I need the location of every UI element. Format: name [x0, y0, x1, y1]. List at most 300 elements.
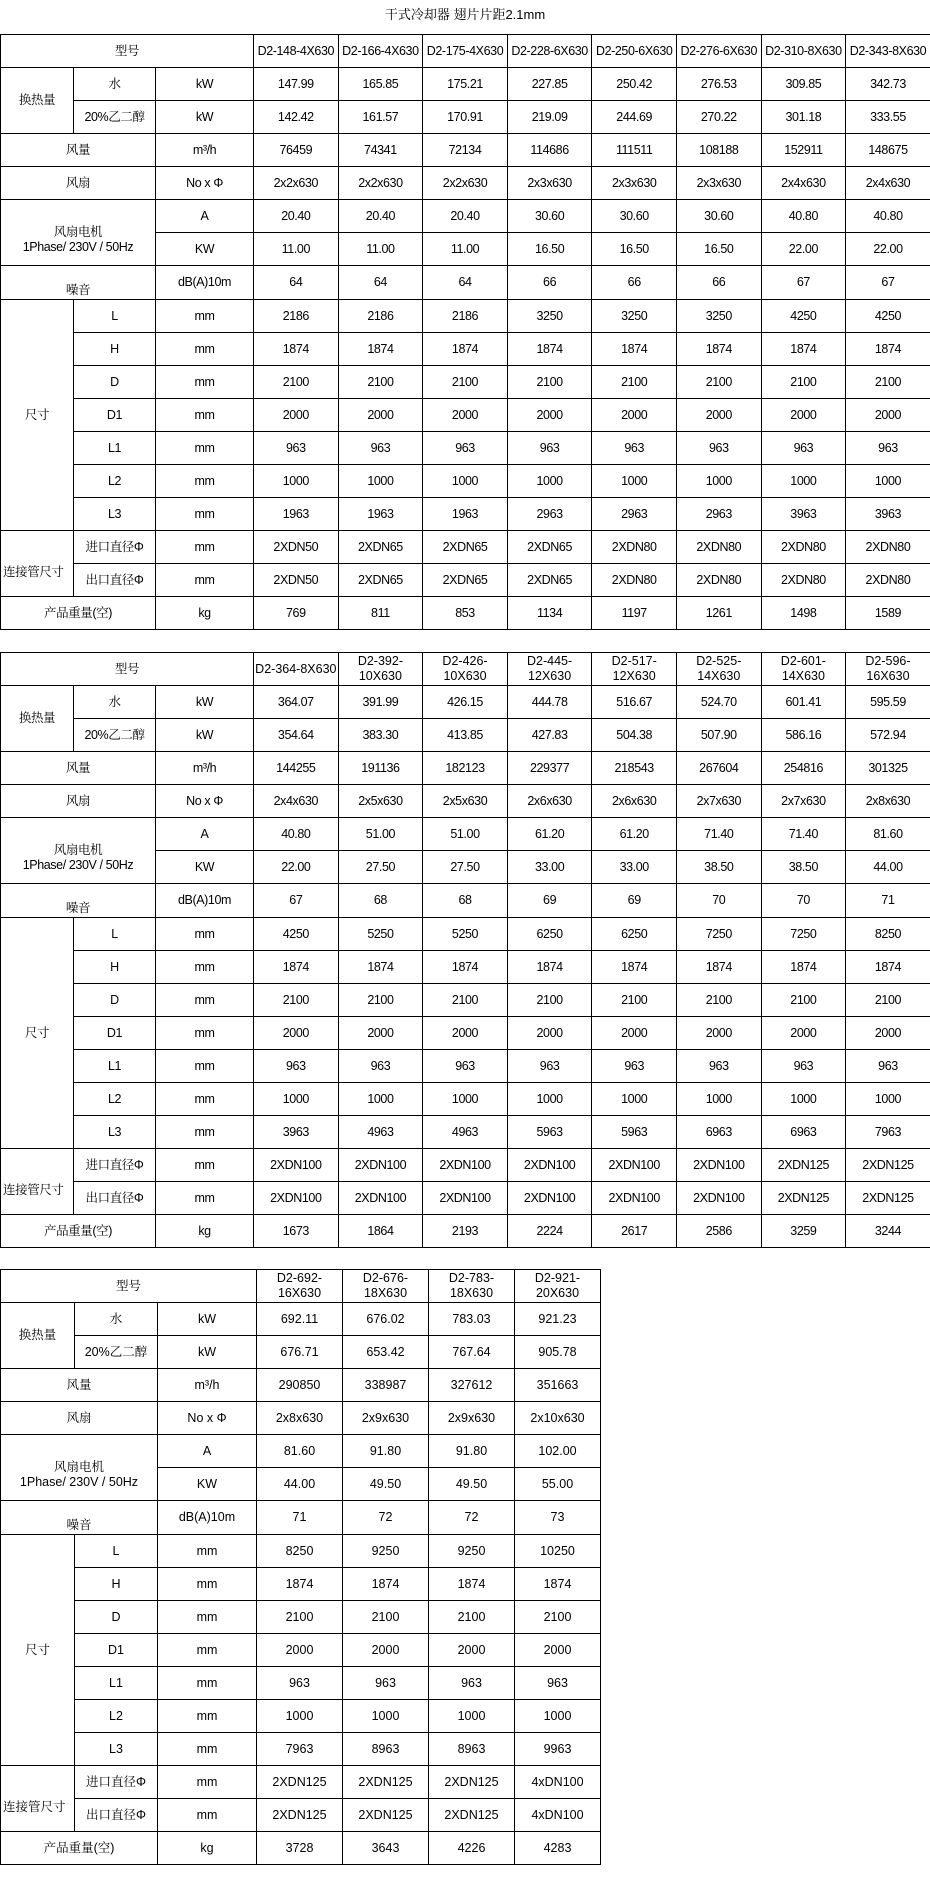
amps-value: 81.60: [846, 818, 930, 851]
dimension-value: 9250: [343, 1535, 429, 1568]
unit-label: mm: [156, 300, 254, 333]
pipe-label: 连接管尺寸: [1, 1766, 75, 1832]
dimension-value: 2000: [507, 399, 592, 432]
dimension-value: 1000: [846, 465, 930, 498]
noise-value: 66: [592, 266, 677, 300]
header-row: [1, 653, 930, 686]
airflow-value: 229377: [507, 752, 592, 785]
unit-label: dB(A)10m: [158, 1501, 257, 1535]
inlet-value: 2XDN100: [338, 1149, 423, 1182]
power-value: 49.50: [343, 1468, 429, 1501]
dimension-value: 1874: [338, 333, 423, 366]
amps-value: 81.60: [257, 1435, 343, 1468]
pipe-label: 连接管尺寸: [1, 531, 74, 597]
weight-value: 1134: [507, 597, 592, 630]
dimension-value: 2100: [423, 984, 508, 1017]
outlet-value: 2XDN100: [592, 1182, 677, 1215]
outlet-label: 出口直径Φ: [74, 564, 156, 597]
dimension-value: 6250: [507, 918, 592, 951]
dimension-value: 1874: [343, 1568, 429, 1601]
airflow-value: 191136: [338, 752, 423, 785]
glycol-value: 507.90: [677, 719, 762, 752]
dimension-value: 963: [507, 432, 592, 465]
noise-value: 64: [338, 266, 423, 300]
motor-label: [1, 818, 156, 884]
dimension-value: 963: [846, 1050, 930, 1083]
dimension-value: 963: [761, 1050, 846, 1083]
weight-value: 1864: [338, 1215, 423, 1248]
unit-label: mm: [158, 1535, 257, 1568]
inlet-value: 2XDN100: [507, 1149, 592, 1182]
glycol-value: 142.42: [254, 101, 339, 134]
water-value: 444.78: [507, 686, 592, 719]
outlet-value: 4xDN100: [515, 1799, 601, 1832]
dimension-label: L1: [74, 1050, 156, 1083]
motor-label-line1: 风扇电机: [53, 842, 103, 857]
amps-value: 91.80: [343, 1435, 429, 1468]
dimension-value: 1000: [338, 1083, 423, 1116]
airflow-value: 351663: [515, 1369, 601, 1402]
heat-exchange-label: 换热量: [1, 68, 74, 134]
inlet-value: 2XDN125: [429, 1766, 515, 1799]
inlet-value: 2XDN125: [257, 1766, 343, 1799]
noise-value: 70: [677, 884, 762, 918]
dimension-value: 3250: [507, 300, 592, 333]
outlet-value: 2XDN100: [677, 1182, 762, 1215]
fan-value: 2x3x630: [592, 167, 677, 200]
dimension-row: [1, 1733, 601, 1766]
airflow-value: 72134: [423, 134, 508, 167]
dimension-row: [1, 1568, 601, 1601]
dimension-value: 2186: [423, 300, 508, 333]
unit-label: mm: [156, 1050, 254, 1083]
power-value: 27.50: [423, 851, 508, 884]
dimension-value: 7963: [257, 1733, 343, 1766]
airflow-label: 风量: [1, 1369, 158, 1402]
dimension-value: 1000: [677, 465, 762, 498]
dimension-value: 10250: [515, 1535, 601, 1568]
dimension-value: 963: [338, 432, 423, 465]
unit-label: kW: [156, 686, 254, 719]
amps-value: 51.00: [423, 818, 508, 851]
noise-value: 66: [677, 266, 762, 300]
water-value: 921.23: [515, 1303, 601, 1336]
unit-label: mm: [156, 918, 254, 951]
dimension-value: 2000: [423, 399, 508, 432]
dimension-row: [1, 432, 930, 465]
water-value: 309.85: [761, 68, 846, 101]
airflow-value: 182123: [423, 752, 508, 785]
weight-row: [1, 1832, 601, 1865]
airflow-value: 114686: [507, 134, 592, 167]
amps-value: 30.60: [677, 200, 762, 233]
glycol-value: 301.18: [761, 101, 846, 134]
glycol-value: 161.57: [338, 101, 423, 134]
dimension-row: [1, 300, 930, 333]
dimension-row: [1, 333, 930, 366]
unit-label: mm: [156, 1017, 254, 1050]
noise-value: 68: [423, 884, 508, 918]
fan-row: [1, 167, 930, 200]
weight-label: 产品重量(空): [1, 1215, 156, 1248]
inlet-label: 进口直径Φ: [74, 531, 156, 564]
dimension-label: L2: [74, 1083, 156, 1116]
motor-label-line2: 1Phase/ 230V / 50Hz: [22, 239, 134, 254]
model-label: 型号: [1, 653, 254, 686]
dimension-value: 2100: [677, 984, 762, 1017]
amps-value: 71.40: [761, 818, 846, 851]
dimension-value: 1874: [507, 951, 592, 984]
weight-value: 853: [423, 597, 508, 630]
dimension-row: [1, 1667, 601, 1700]
inlet-value: 2XDN100: [423, 1149, 508, 1182]
water-value: 516.67: [592, 686, 677, 719]
size-label: 尺寸: [1, 918, 74, 1149]
dimension-value: 2100: [254, 366, 339, 399]
glycol-row: [1, 101, 930, 134]
weight-value: 4226: [429, 1832, 515, 1865]
airflow-row: [1, 134, 930, 167]
inlet-label: 进口直径Φ: [74, 1149, 156, 1182]
dimension-value: 2100: [338, 984, 423, 1017]
model-name: D2-601-14X630: [761, 653, 846, 686]
power-value: 33.00: [592, 851, 677, 884]
spec-table-3: [0, 1269, 601, 1865]
water-value: 165.85: [338, 68, 423, 101]
model-name: D2-228-6X630: [507, 35, 592, 68]
amps-value: 91.80: [429, 1435, 515, 1468]
dimension-value: 963: [515, 1667, 601, 1700]
noise-value: 64: [423, 266, 508, 300]
unit-label: mm: [156, 333, 254, 366]
water-value: 250.42: [592, 68, 677, 101]
unit-label: mm: [158, 1766, 257, 1799]
inlet-value: 2XDN50: [254, 531, 339, 564]
dimension-value: 8250: [257, 1535, 343, 1568]
weight-label: 产品重量(空): [1, 1832, 158, 1865]
dimension-value: 2000: [846, 399, 930, 432]
outlet-value: 2XDN65: [423, 564, 508, 597]
noise-value: 72: [429, 1501, 515, 1535]
header-row: [1, 1270, 601, 1303]
outlet-value: 2XDN100: [423, 1182, 508, 1215]
dimension-value: 5250: [338, 918, 423, 951]
weight-value: 2617: [592, 1215, 677, 1248]
dimension-value: 1874: [423, 333, 508, 366]
inlet-value: 2XDN125: [343, 1766, 429, 1799]
dimension-value: 1000: [429, 1700, 515, 1733]
fan-value: 2x9x630: [429, 1402, 515, 1435]
inlet-row: [1, 531, 930, 564]
model-label: 型号: [1, 35, 254, 68]
inlet-value: 2XDN65: [507, 531, 592, 564]
unit-label: kW: [158, 1303, 257, 1336]
unit-label: mm: [158, 1667, 257, 1700]
dimension-value: 1000: [515, 1700, 601, 1733]
outlet-row: [1, 1799, 601, 1832]
power-value: 22.00: [761, 233, 846, 266]
noise-label: 噪音: [1, 884, 156, 918]
dimension-value: 2000: [761, 399, 846, 432]
water-value: 276.53: [677, 68, 762, 101]
airflow-value: 76459: [254, 134, 339, 167]
water-label: 水: [75, 1303, 158, 1336]
amps-value: 61.20: [592, 818, 677, 851]
weight-value: 2224: [507, 1215, 592, 1248]
airflow-value: 267604: [677, 752, 762, 785]
fan-value: 2x4x630: [846, 167, 930, 200]
motor-amps-row: [1, 818, 930, 851]
water-row: [1, 686, 930, 719]
dimension-value: 1963: [338, 498, 423, 531]
glycol-value: 676.71: [257, 1336, 343, 1369]
weight-value: 1498: [761, 597, 846, 630]
dimension-value: 2000: [761, 1017, 846, 1050]
weight-value: 2586: [677, 1215, 762, 1248]
glycol-value: 354.64: [254, 719, 339, 752]
dimension-row: [1, 465, 930, 498]
glycol-value: 244.69: [592, 101, 677, 134]
unit-label: KW: [158, 1468, 257, 1501]
dimension-value: 2100: [507, 984, 592, 1017]
fan-label: 风扇: [1, 785, 156, 818]
model-name: D2-250-6X630: [592, 35, 677, 68]
glycol-value: 572.94: [846, 719, 930, 752]
water-row: [1, 68, 930, 101]
unit-label: mm: [156, 399, 254, 432]
inlet-value: 2XDN80: [592, 531, 677, 564]
noise-value: 67: [846, 266, 930, 300]
dimension-value: 2100: [592, 366, 677, 399]
dimension-value: 2100: [257, 1601, 343, 1634]
dimension-value: 3963: [254, 1116, 339, 1149]
dimension-row: [1, 984, 930, 1017]
motor-amps-row: [1, 1435, 601, 1468]
dimension-value: 4250: [761, 300, 846, 333]
noise-value: 68: [338, 884, 423, 918]
power-value: 11.00: [338, 233, 423, 266]
glycol-value: 504.38: [592, 719, 677, 752]
airflow-value: 254816: [761, 752, 846, 785]
weight-value: 3728: [257, 1832, 343, 1865]
fan-label: 风扇: [1, 1402, 158, 1435]
inlet-value: 4xDN100: [515, 1766, 601, 1799]
water-value: 692.11: [257, 1303, 343, 1336]
dimension-value: 8963: [429, 1733, 515, 1766]
dimension-value: 963: [429, 1667, 515, 1700]
inlet-value: 2XDN125: [761, 1149, 846, 1182]
fan-value: 2x8x630: [257, 1402, 343, 1435]
dimension-value: 963: [254, 1050, 339, 1083]
inlet-value: 2XDN125: [846, 1149, 930, 1182]
dimension-label: H: [75, 1568, 158, 1601]
page-title: 干式冷却器 翅片片距2.1mm: [384, 7, 546, 22]
dimension-value: 2000: [254, 1017, 339, 1050]
dimension-value: 963: [423, 1050, 508, 1083]
water-value: 426.15: [423, 686, 508, 719]
glycol-value: 427.83: [507, 719, 592, 752]
water-value: 342.73: [846, 68, 930, 101]
dimension-value: 2000: [254, 399, 339, 432]
inlet-value: 2XDN100: [677, 1149, 762, 1182]
outlet-value: 2XDN125: [257, 1799, 343, 1832]
water-value: 676.02: [343, 1303, 429, 1336]
airflow-value: 111511: [592, 134, 677, 167]
noise-label: 噪音: [1, 266, 156, 300]
outlet-value: 2XDN80: [677, 564, 762, 597]
dimension-value: 7250: [677, 918, 762, 951]
dimension-value: 4963: [423, 1116, 508, 1149]
dimension-label: L2: [75, 1700, 158, 1733]
dimension-label: L2: [74, 465, 156, 498]
noise-value: 67: [254, 884, 339, 918]
unit-label: mm: [156, 465, 254, 498]
dimension-value: 1000: [507, 465, 592, 498]
power-value: 22.00: [254, 851, 339, 884]
dimension-value: 963: [507, 1050, 592, 1083]
unit-label: kW: [156, 101, 254, 134]
power-value: 38.50: [761, 851, 846, 884]
model-name: D2-392-10X630: [338, 653, 423, 686]
dimension-value: 963: [846, 432, 930, 465]
dimension-label: H: [74, 951, 156, 984]
fan-value: 2x2x630: [254, 167, 339, 200]
unit-label: mm: [156, 1116, 254, 1149]
inlet-value: 2XDN65: [338, 531, 423, 564]
dimension-value: 1874: [254, 951, 339, 984]
dimension-value: 6963: [677, 1116, 762, 1149]
motor-label-line1: 风扇电机: [53, 1459, 104, 1474]
dimension-label: L: [75, 1535, 158, 1568]
dimension-label: L1: [75, 1667, 158, 1700]
unit-label: KW: [156, 851, 254, 884]
unit-label: mm: [156, 564, 254, 597]
noise-value: 69: [507, 884, 592, 918]
dimension-value: 3963: [846, 498, 930, 531]
dimension-value: 1000: [677, 1083, 762, 1116]
dimension-row: [1, 918, 930, 951]
dimension-value: 2000: [343, 1634, 429, 1667]
model-name: D2-517-12X630: [592, 653, 677, 686]
weight-row: [1, 597, 930, 630]
dimension-value: 963: [592, 1050, 677, 1083]
dimension-value: 2100: [507, 366, 592, 399]
fan-value: 2x5x630: [338, 785, 423, 818]
dimension-value: 963: [254, 432, 339, 465]
model-name: D2-148-4X630: [254, 35, 339, 68]
model-name: D2-310-8X630: [761, 35, 846, 68]
dimension-value: 2100: [423, 366, 508, 399]
glycol-value: 270.22: [677, 101, 762, 134]
dimension-value: 963: [592, 432, 677, 465]
fan-value: 2x4x630: [254, 785, 339, 818]
fan-value: 2x6x630: [592, 785, 677, 818]
fan-value: 2x4x630: [761, 167, 846, 200]
outlet-value: 2XDN125: [761, 1182, 846, 1215]
dimension-row: [1, 1700, 601, 1733]
dimension-row: [1, 1017, 930, 1050]
dimension-value: 1874: [592, 333, 677, 366]
noise-row: [1, 1501, 601, 1535]
dimension-value: 963: [423, 432, 508, 465]
weight-label: 产品重量(空): [1, 597, 156, 630]
outlet-value: 2XDN100: [507, 1182, 592, 1215]
power-value: 22.00: [846, 233, 930, 266]
unit-label: KW: [156, 233, 254, 266]
outlet-value: 2XDN125: [846, 1182, 930, 1215]
dimension-value: 1000: [592, 465, 677, 498]
fan-value: 2x3x630: [507, 167, 592, 200]
power-value: 49.50: [429, 1468, 515, 1501]
water-value: 391.99: [338, 686, 423, 719]
dimension-value: 1000: [423, 1083, 508, 1116]
dimension-value: 1874: [846, 333, 930, 366]
dimension-value: 5250: [423, 918, 508, 951]
outlet-value: 2XDN80: [592, 564, 677, 597]
noise-label: 噪音: [1, 1501, 158, 1535]
dimension-value: 2100: [761, 984, 846, 1017]
airflow-label: 风量: [1, 752, 156, 785]
noise-value: 66: [507, 266, 592, 300]
glycol-row: [1, 1336, 601, 1369]
dimension-value: 6963: [761, 1116, 846, 1149]
dimension-value: 1000: [761, 465, 846, 498]
dimension-value: 1963: [423, 498, 508, 531]
dimension-value: 2100: [677, 366, 762, 399]
dimension-label: D1: [74, 399, 156, 432]
noise-value: 69: [592, 884, 677, 918]
dimension-value: 8963: [343, 1733, 429, 1766]
fan-row: [1, 1402, 601, 1435]
airflow-row: [1, 1369, 601, 1402]
inlet-value: 2XDN80: [761, 531, 846, 564]
unit-label: mm: [156, 498, 254, 531]
glycol-value: 586.16: [761, 719, 846, 752]
dimension-value: 7250: [761, 918, 846, 951]
fan-value: 2x2x630: [338, 167, 423, 200]
amps-value: 40.80: [761, 200, 846, 233]
model-name: D2-276-6X630: [677, 35, 762, 68]
fan-value: 2x7x630: [677, 785, 762, 818]
outlet-value: 2XDN65: [338, 564, 423, 597]
airflow-value: 108188: [677, 134, 762, 167]
fan-value: 2x2x630: [423, 167, 508, 200]
unit-label: kW: [158, 1336, 257, 1369]
weight-value: 811: [338, 597, 423, 630]
unit-label: m³/h: [156, 134, 254, 167]
water-value: 147.99: [254, 68, 339, 101]
glycol-value: 170.91: [423, 101, 508, 134]
outlet-value: 2XDN50: [254, 564, 339, 597]
fan-value: 2x8x630: [846, 785, 930, 818]
outlet-value: 2XDN65: [507, 564, 592, 597]
power-value: 44.00: [846, 851, 930, 884]
dimension-value: 2100: [429, 1601, 515, 1634]
weight-value: 1261: [677, 597, 762, 630]
dimension-value: 963: [677, 1050, 762, 1083]
dimension-label: D1: [75, 1634, 158, 1667]
amps-value: 30.60: [592, 200, 677, 233]
airflow-label: 风量: [1, 134, 156, 167]
outlet-label: 出口直径Φ: [75, 1799, 158, 1832]
inlet-row: [1, 1149, 930, 1182]
dimension-value: 2963: [677, 498, 762, 531]
unit-label: mm: [158, 1700, 257, 1733]
glycol-value: 333.55: [846, 101, 930, 134]
weight-value: 3643: [343, 1832, 429, 1865]
weight-value: 1197: [592, 597, 677, 630]
unit-label: mm: [156, 366, 254, 399]
